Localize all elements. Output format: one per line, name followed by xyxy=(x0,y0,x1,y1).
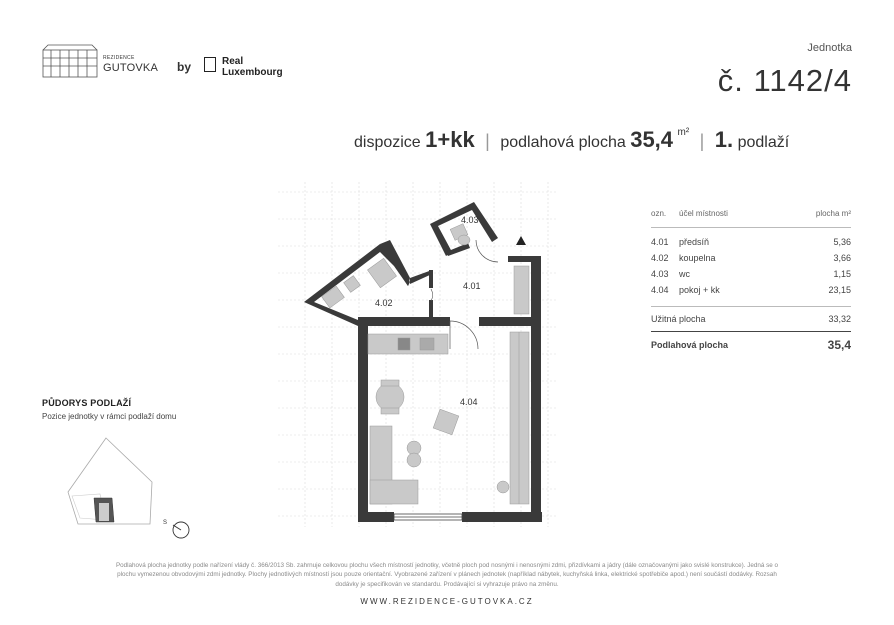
row-id: 4.04 xyxy=(651,285,669,295)
rooms-table xyxy=(651,209,851,358)
table-row xyxy=(651,266,851,282)
row-area: 23,15 xyxy=(828,285,851,295)
walls xyxy=(304,202,542,522)
doors xyxy=(431,240,498,349)
row-name: wc xyxy=(679,269,690,279)
area-unit: m² xyxy=(677,127,690,138)
floor-value: 1. xyxy=(714,127,734,152)
real-luxembourg-logo-icon xyxy=(204,57,216,72)
col-header-area: plocha m² xyxy=(815,209,851,218)
layout-label: dispozice xyxy=(354,134,421,151)
room-label-4-03: 4.03 xyxy=(461,215,479,225)
entrance-arrow-icon xyxy=(516,236,526,245)
total-area-label: Podlahová plocha xyxy=(651,340,729,350)
total-area-value: 35,4 xyxy=(827,338,851,352)
window xyxy=(394,514,462,520)
partner-line-1: Real xyxy=(222,56,244,67)
by-label: by xyxy=(177,60,192,74)
brand-name: GUTOVKA xyxy=(103,62,158,74)
row-name: pokoj + kk xyxy=(679,285,720,295)
unit-floor-plan xyxy=(278,182,558,527)
layout-value: 1+kk xyxy=(425,127,475,152)
floor-plan-subtitle: Pozice jednotky v rámci podlaží domu xyxy=(42,412,177,421)
col-header-id: ozn. xyxy=(651,209,667,218)
disclaimer-line-1: Podlahová plocha jednotky podle nařízení vlády č. 366/2013 Sb. zahrnuje celkovou plochu všech místností jednotky, včetně ploch pod nosnými i nenosnými zdmi, přizdívkami a jádry (dále označovanými jako svislé konstrukce). Jedná se o xyxy=(115,562,779,569)
separator: | xyxy=(485,131,490,151)
row-id: 4.01 xyxy=(651,237,669,247)
row-id: 4.03 xyxy=(651,269,669,279)
disclaimer-line-2: plochu vymezenou obvodovými zdmi jednotky. Plochy jednotlivých místností jsou pouze orientační. Vyobrazené zařízení v plánech jednotek (například nábytek, kuchyňská linka, elektrické spotřebiče apod.) není součástí dodávky. Rozsah xyxy=(117,571,777,579)
partner-logo-text xyxy=(222,56,283,78)
rezidence-building-logo-icon xyxy=(42,44,98,78)
col-header-name: účel místnosti xyxy=(679,209,728,218)
unit-number: č. 1142/4 xyxy=(717,63,852,98)
row-name: koupelna xyxy=(679,253,716,263)
row-id: 4.02 xyxy=(651,253,669,263)
room-label-4-01: 4.01 xyxy=(463,281,481,291)
table-body xyxy=(651,228,851,307)
floor-label: podlaží xyxy=(737,134,790,151)
compass-icon xyxy=(160,516,190,540)
compass-letter: S xyxy=(163,520,168,526)
partner-line-2: Luxembourg xyxy=(222,67,283,78)
room-label-4-02: 4.02 xyxy=(375,298,393,308)
table-row xyxy=(651,234,851,250)
row-name: předsíň xyxy=(679,237,710,247)
area-value: 35,4 xyxy=(630,127,674,152)
usable-area-row xyxy=(651,307,851,332)
separator: | xyxy=(699,131,705,151)
usable-area-label: Užitná plocha xyxy=(651,314,706,324)
unit-label: Jednotka xyxy=(807,42,852,54)
room-label-4-04: 4.04 xyxy=(460,397,478,407)
area-label: podlahová plocha xyxy=(500,134,626,151)
website-link[interactable]: WWW.REZIDENCE-GUTOVKA.CZ xyxy=(360,597,534,606)
table-row xyxy=(651,250,851,266)
table-row xyxy=(651,282,851,298)
row-area: 1,15 xyxy=(833,269,851,279)
legal-disclaimer xyxy=(42,561,852,589)
brand-small-text: REZIDENCE xyxy=(103,55,135,61)
table-header xyxy=(651,209,851,228)
disclaimer-line-3: dodávky je specifikován ve standardu. Prodávající si vyhrazuje právo na změnu. xyxy=(335,580,559,588)
total-area-row xyxy=(651,332,851,358)
usable-area-value: 33,32 xyxy=(828,314,851,324)
row-area: 3,66 xyxy=(833,253,851,263)
unit-spec-line xyxy=(354,127,854,153)
floor-minimap-icon xyxy=(60,432,160,528)
floor-plan-title: PŮDORYS PODLAŽÍ xyxy=(42,398,132,408)
row-area: 5,36 xyxy=(833,237,851,247)
